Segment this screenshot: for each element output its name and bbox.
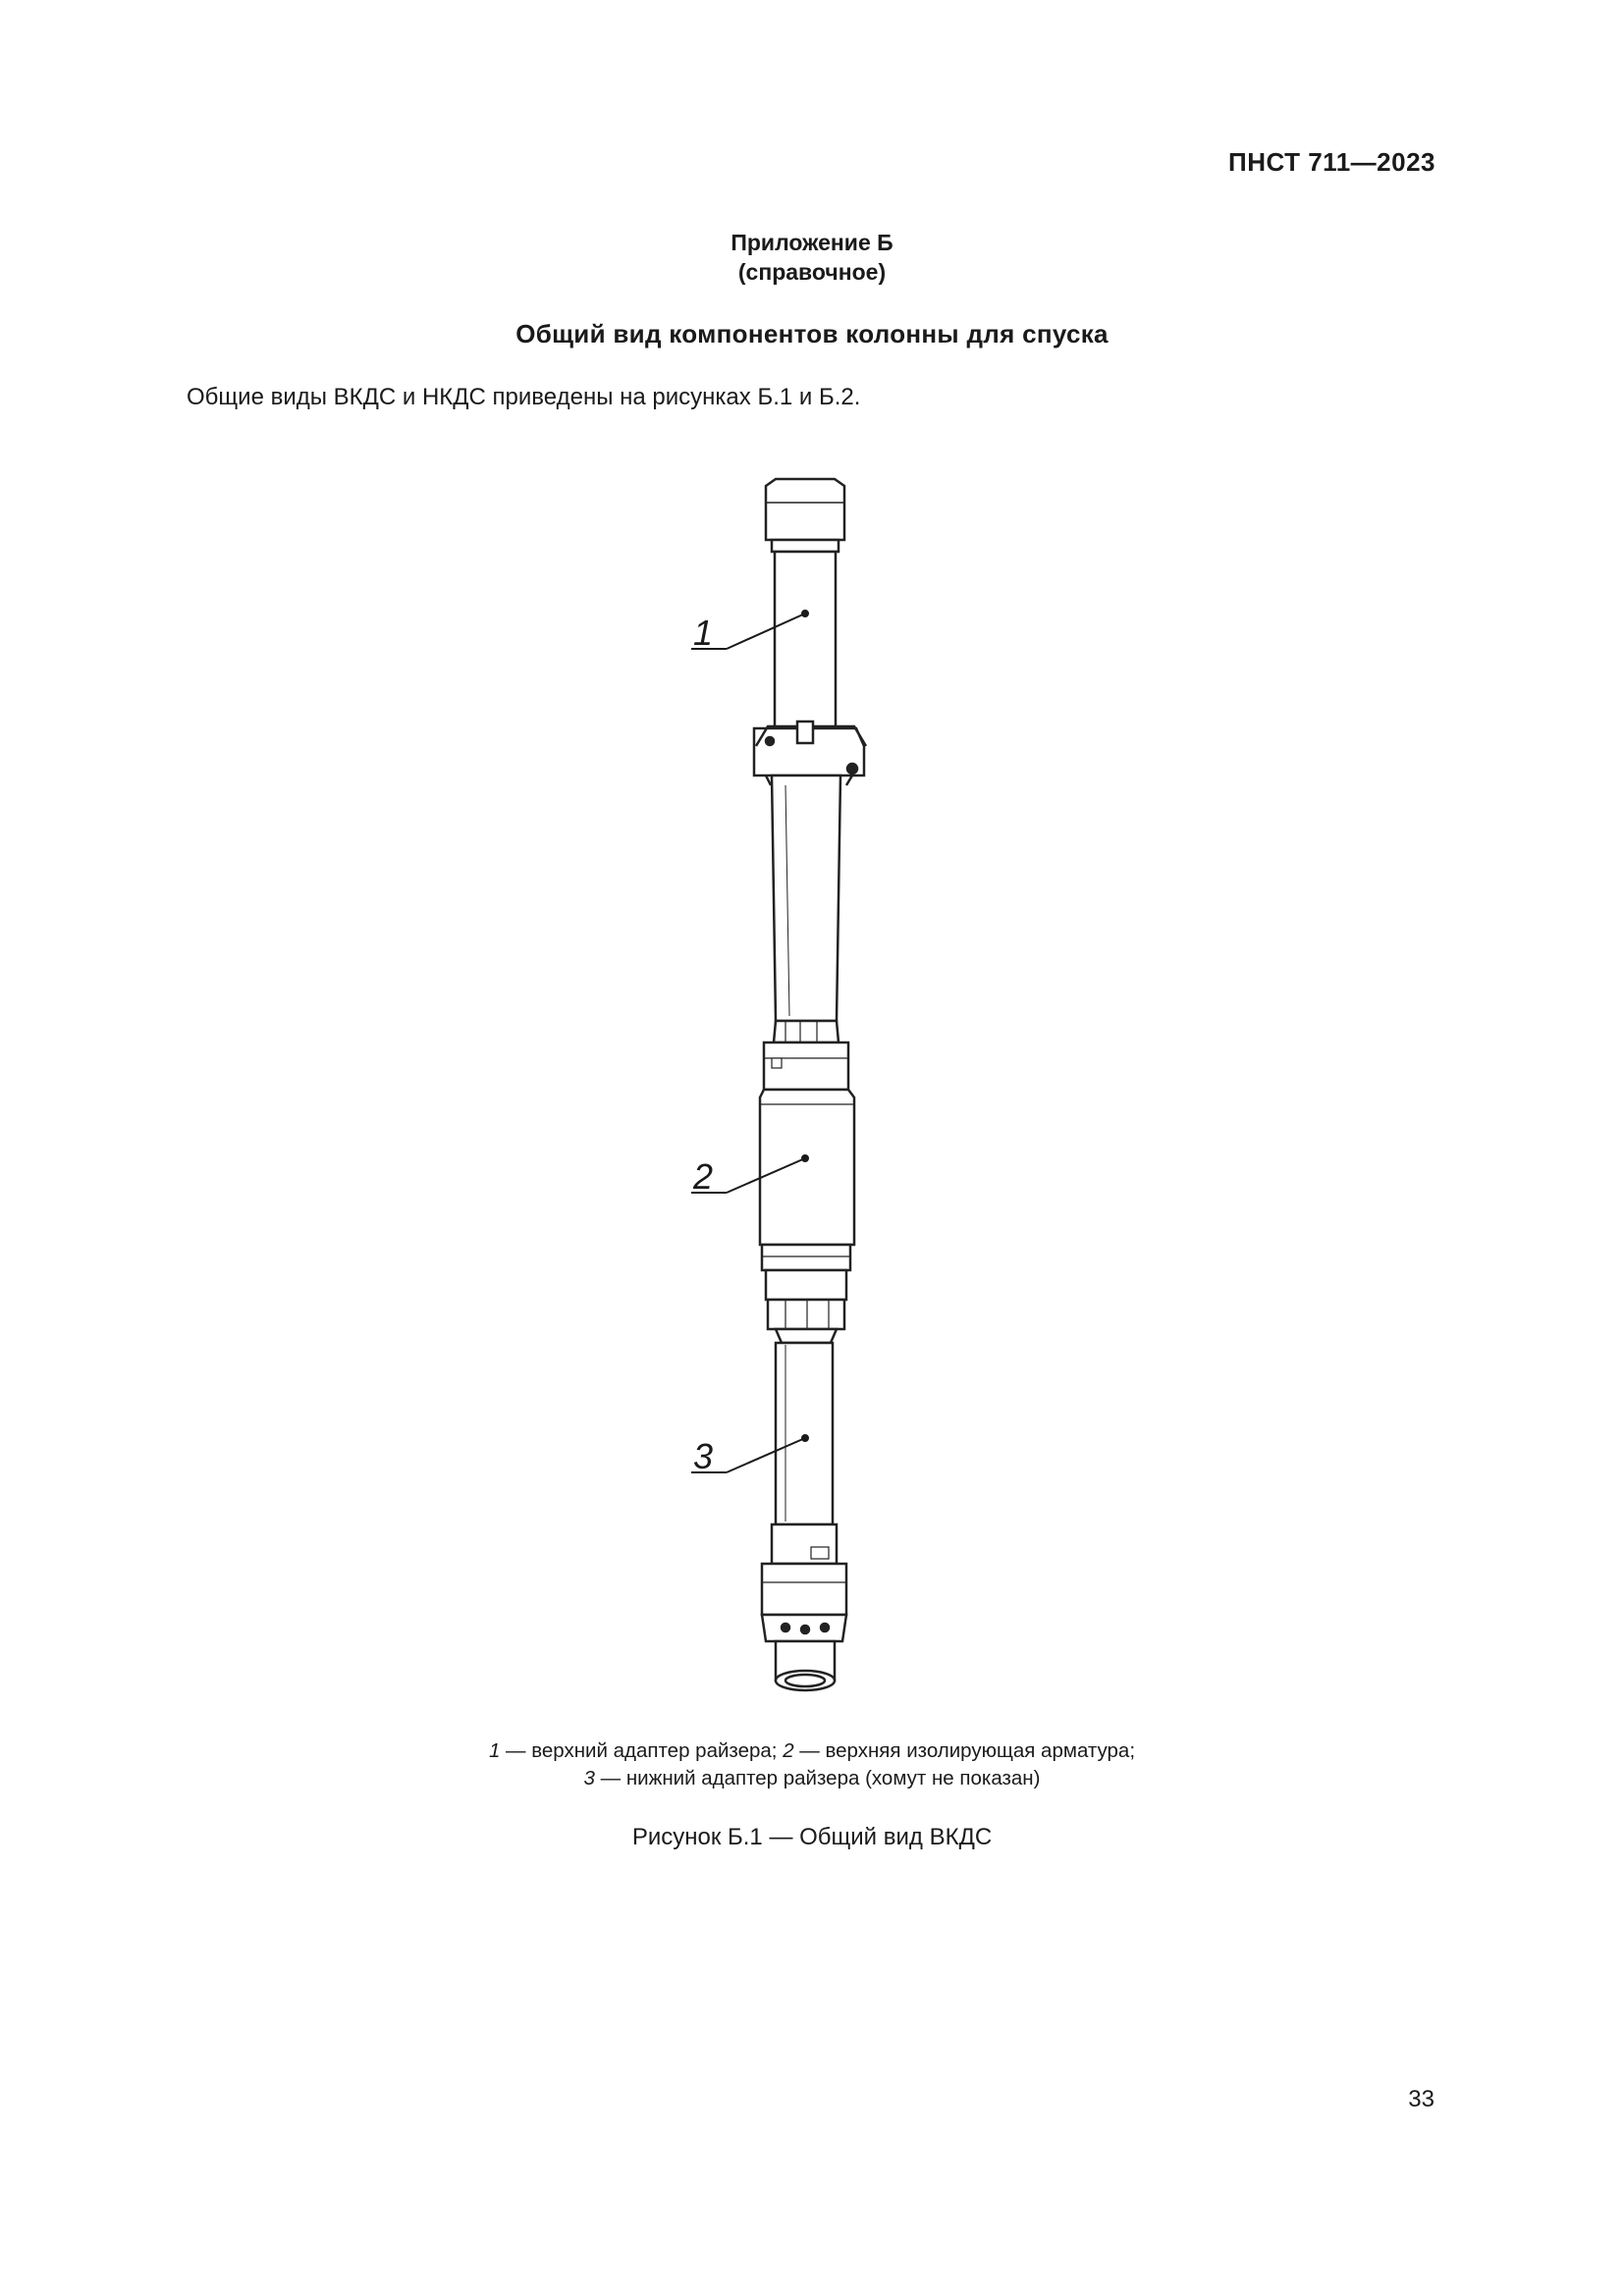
intro-paragraph: Общие виды ВКДС и НКДС приведены на рисунках Б.1 и Б.2.	[187, 384, 861, 410]
legend-text: — верхний адаптер райзера;	[500, 1739, 784, 1762]
riser-assembly-drawing	[628, 461, 923, 1708]
callout-3: 3	[693, 1436, 714, 1476]
callout-1: 1	[693, 613, 714, 653]
appendix-title: Приложение Б	[731, 230, 893, 255]
legend-text: — нижний адаптер райзера (хомут не показан)	[594, 1767, 1041, 1789]
legend-num: 2	[783, 1739, 794, 1762]
legend-num: 1	[488, 1739, 501, 1762]
appendix-header	[0, 228, 1624, 287]
figure-legend	[0, 1737, 1624, 1792]
page-number: 33	[1408, 2086, 1435, 2112]
document-code: ПНСТ 711—2023	[1228, 147, 1435, 177]
figure-caption: Рисунок Б.1 — Общий вид ВКДС	[631, 1824, 993, 1850]
callout-2: 2	[693, 1156, 714, 1197]
appendix-subtitle: (справочное)	[737, 259, 887, 285]
section-heading: Общий вид компонентов колонны для спуска	[515, 319, 1109, 348]
legend-line-2	[0, 1765, 1624, 1792]
legend-line-1	[0, 1737, 1624, 1765]
legend-num: 3	[583, 1767, 595, 1789]
legend-text: — верхняя изолирующая арматура;	[793, 1739, 1136, 1762]
